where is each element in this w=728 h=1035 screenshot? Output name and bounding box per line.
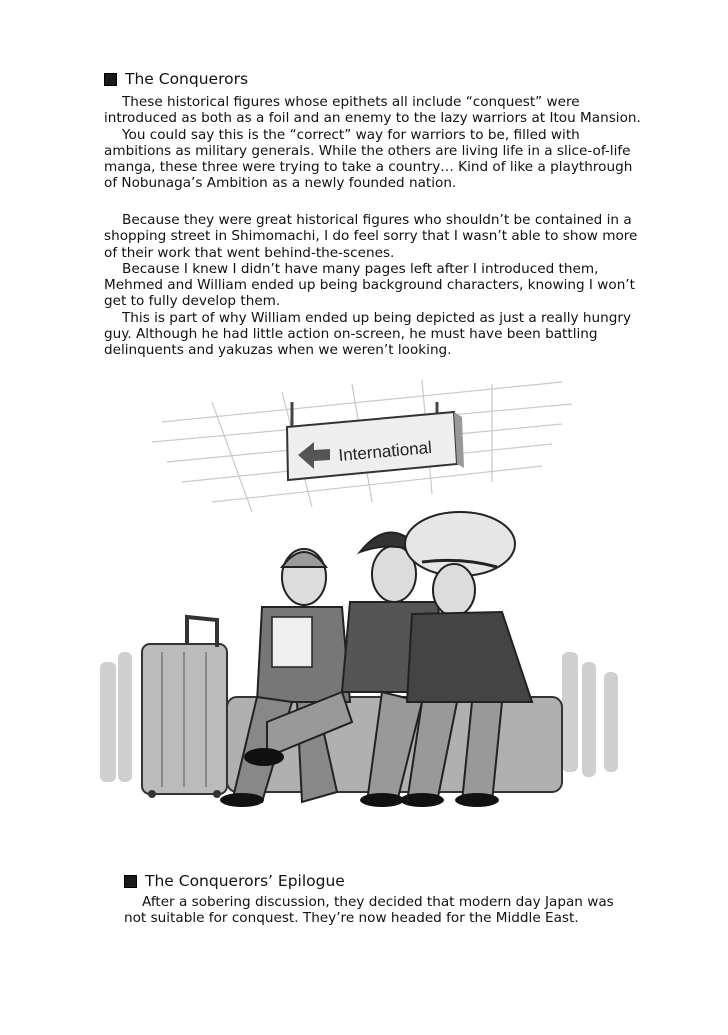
epilogue-heading — [124, 872, 345, 890]
conquerors-regret-text — [104, 212, 638, 359]
conquerors-heading-text: The Conquerors — [125, 70, 249, 88]
text-line: You could say this is the “correct” way for warriors to be, filled with — [122, 126, 580, 143]
text-line: shopping street in Shimomachi, I do feel sorry that I wasn’t able to show more — [104, 228, 638, 245]
text-line: Because I knew I didn’t have many pages left after I introduced them, — [122, 260, 599, 277]
text-line: ambitions as military generals. While the others are living life in a slice-of-life — [104, 142, 631, 159]
epilogue-heading-text: The Conquerors’ Epilogue — [145, 872, 345, 890]
conquerors-intro-text — [104, 94, 641, 192]
sign-text: International — [337, 437, 433, 465]
text-line: After a sobering discussion, they decided that modern day Japan was — [142, 894, 614, 910]
text-line: manga, these three were trying to take a country… Kind of like a playthrough — [104, 159, 633, 176]
text-line: of Nobunaga’s Ambition as a newly founded nation. — [104, 175, 457, 192]
text-line: Mehmed and William ended up being background characters, knowing I won’t — [104, 277, 635, 294]
text-line: This is part of why William ended up being depicted as just a really hungry — [122, 309, 632, 326]
text-line: introduced as both as a foil and an enemy to the lazy warriors at Itou Mansion. — [104, 110, 641, 127]
conquerors-heading — [104, 70, 248, 88]
text-line: not suitable for conquest. They’re now headed for the Middle East. — [124, 910, 579, 927]
heading-bullet-icon — [124, 875, 137, 888]
text-line: delinquents and yakuzas when we weren’t looking. — [104, 342, 452, 359]
text-line: guy. Although he had little action on-screen, he must have been battling — [104, 326, 598, 343]
heading-bullet-icon — [104, 73, 117, 86]
text-line: These historical figures whose epithets all include “conquest” were — [122, 94, 580, 110]
text-line: of their work that went behind-the-scenes. — [104, 244, 395, 261]
text-line: get to fully develop them. — [104, 293, 281, 310]
suitcase — [142, 617, 227, 798]
epilogue-text — [124, 894, 624, 927]
airport-illustration — [92, 362, 637, 837]
international-sign — [287, 412, 464, 480]
text-line: Because they were great historical figures who shouldn’t be contained in a — [122, 212, 632, 228]
